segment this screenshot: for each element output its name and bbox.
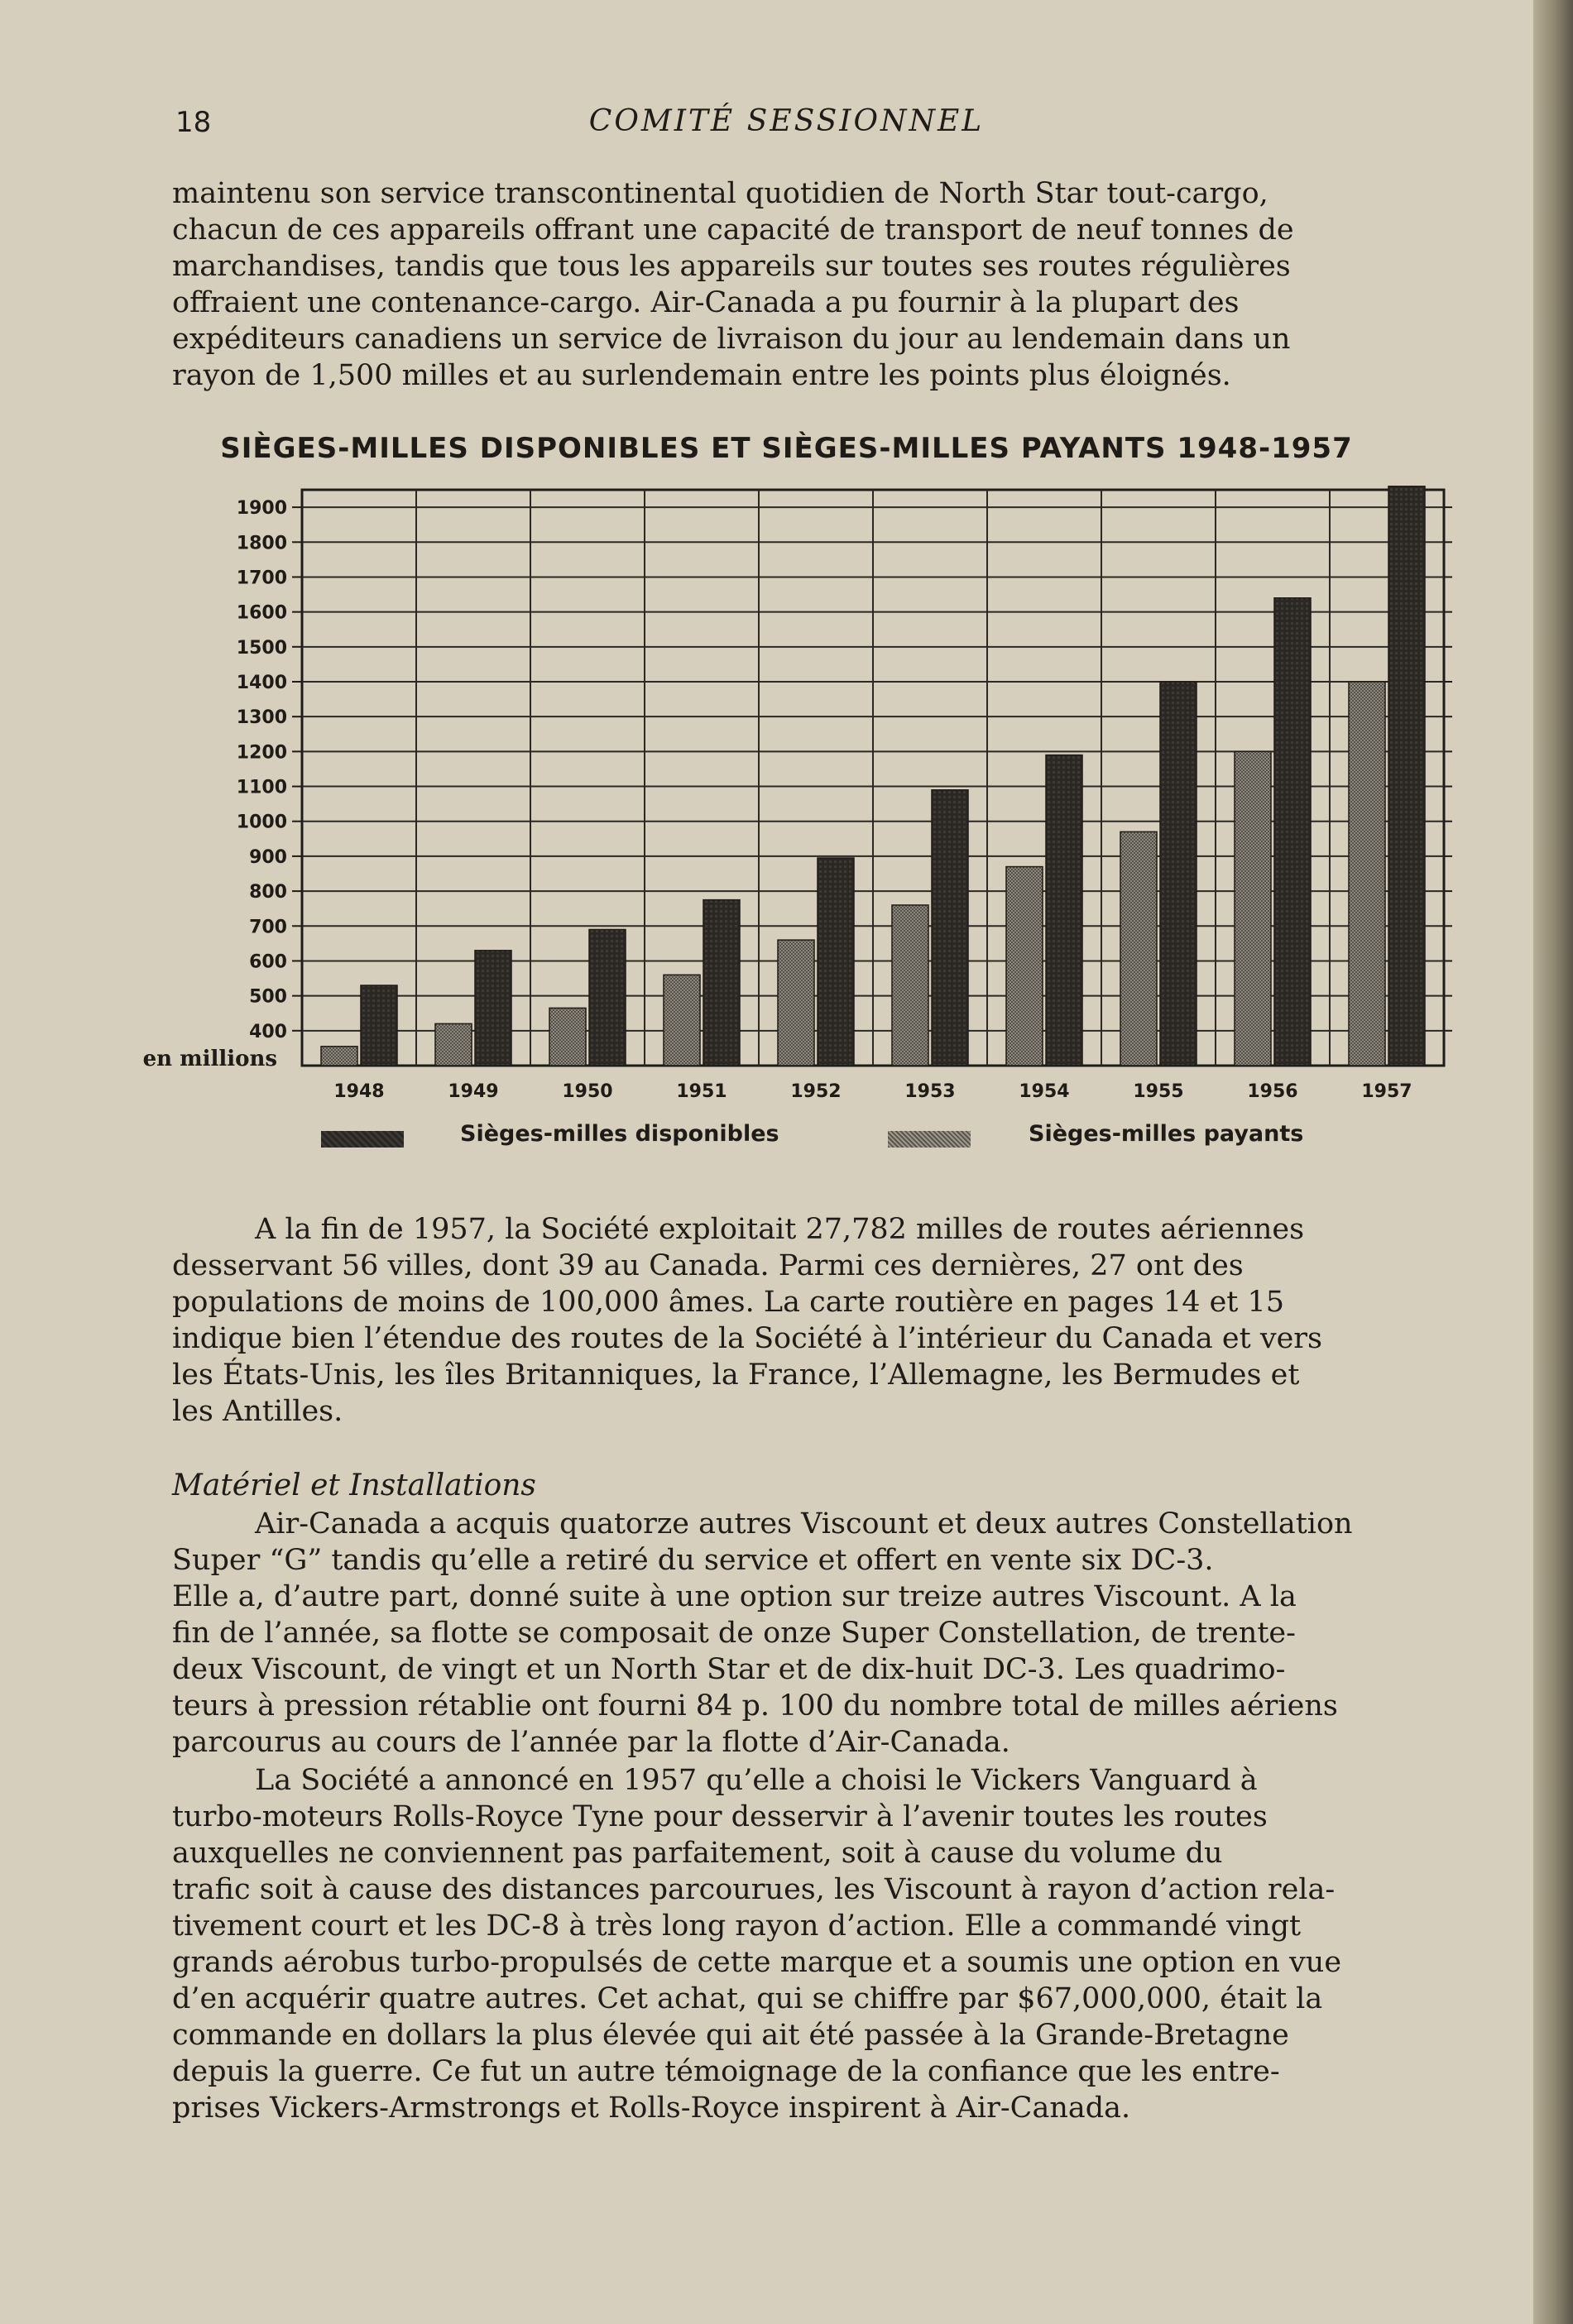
paragraph-routes: A la fin de 1957, la Société exploitait 27,782 milles de routes aériennes desservant 56 villes, dont 39 au Canada. Parmi ces dernières, 27 ont des populations de moins de 100,000 âmes. La carte routière en pages 14 et 15 indique bien l’étendue des routes de la Société à l’intérieur du Canada et vers les États-Unis, les îles Britanniques, la France, l’Allemagne, les Bermudes et les Antilles. bbox=[172, 1213, 1323, 1428]
bar-disponibles bbox=[589, 929, 626, 1066]
bar-disponibles bbox=[361, 985, 397, 1066]
y-tick-label: 1900 bbox=[236, 498, 287, 520]
bar-disponibles bbox=[475, 951, 511, 1066]
chart-grid bbox=[302, 490, 1444, 1066]
bar-payants bbox=[1235, 751, 1271, 1066]
x-tick-label: 1956 bbox=[1247, 1081, 1298, 1102]
paragraph-vanguard: La Société a annoncé en 1957 qu’elle a choisi le Vickers Vanguard à turbo-moteurs Rolls-Royce Tyne pour desservir à l’avenir toutes les routes auxquelles ne conviennent pas parfaitement, soit à cause du volume du trafic soit à cause des distances parcourues, les Viscount à rayon d’action rela- tivement court et les DC-8 à très long rayon d’action. Elle a commandé vingt grands aérobus turbo-propulsés de cette marque et a soumis une option en vue d’en acquérir quatre autres. Cet achat, qui se chiffre par $67,000,000, était la commande en dollars la plus élevée qui ait été passée à la Grande-Bretagne depuis la guerre. Ce fut un autre témoignage de la confiance que les entre- prises Vickers-Armstrongs et Rolls-Royce inspirent à Air-Canada. bbox=[172, 1764, 1342, 2125]
y-tick-label: 1700 bbox=[236, 568, 287, 589]
paragraph-fleet: Air-Canada a acquis quatorze autres Viscount et deux autres Constellation Super “G” tandis qu’elle a retiré du service et offert en vente six DC-3. Elle a, d’autre part, donné suite à une option sur treize autres Viscount. A la fin de l’année, sa flotte se composait de onze Super Constellation, de trente- deux Viscount, de vingt et un North Star et de dix-huit DC-3. Les quadrimo- teurs à pression rétablie ont fourni 84 p. 100 du nombre total de milles aériens parcourus au cours de l’année par la flotte d’Air-Canada. bbox=[172, 1507, 1353, 1759]
bar-payants bbox=[435, 1023, 472, 1066]
bar-disponibles bbox=[932, 790, 968, 1066]
section-heading: Matériel et Installations bbox=[172, 1469, 536, 1502]
bar-disponibles bbox=[1046, 755, 1082, 1066]
bar-chart bbox=[0, 463, 1573, 1117]
bar-payants bbox=[778, 940, 814, 1066]
bar-payants bbox=[1006, 867, 1043, 1066]
y-tick-label: 1400 bbox=[236, 673, 287, 693]
legend-swatch-payants bbox=[888, 1131, 971, 1148]
chart-title: SIÈGES-MILLES DISPONIBLES ET SIÈGES-MILLES PAYANTS 1948-1957 bbox=[220, 432, 1353, 465]
y-tick-label: 1000 bbox=[236, 812, 287, 833]
y-tick-label: 700 bbox=[249, 917, 287, 938]
x-tick-label: 1948 bbox=[333, 1081, 385, 1102]
y-tick-label: 1600 bbox=[236, 602, 287, 624]
x-tick-label: 1952 bbox=[790, 1081, 842, 1102]
running-title: COMITÉ SESSIONNEL bbox=[588, 104, 985, 138]
y-tick-label: 900 bbox=[249, 846, 287, 868]
y-tick-label: 1300 bbox=[236, 707, 287, 729]
bar-disponibles bbox=[1274, 598, 1311, 1066]
y-tick-label: 500 bbox=[249, 986, 287, 1008]
bar-payants bbox=[1349, 682, 1385, 1066]
y-tick-label: 800 bbox=[249, 882, 287, 903]
legend-label-disponibles: Sièges-milles disponibles bbox=[460, 1121, 779, 1147]
legend-label-payants: Sièges-milles payants bbox=[1029, 1121, 1304, 1147]
legend-swatch-disponibles bbox=[321, 1131, 404, 1148]
y-tick-label: 600 bbox=[249, 951, 287, 973]
bar-disponibles bbox=[818, 858, 854, 1066]
y-axis-label: en millions bbox=[142, 1047, 277, 1071]
x-tick-label: 1953 bbox=[904, 1081, 956, 1102]
x-tick-label: 1955 bbox=[1133, 1081, 1184, 1102]
bar-payants bbox=[321, 1047, 357, 1066]
bar-payants bbox=[1120, 831, 1157, 1066]
chart-legend bbox=[321, 1121, 1397, 1154]
x-tick-label: 1951 bbox=[676, 1081, 727, 1102]
bar-payants bbox=[892, 905, 928, 1066]
bar-payants bbox=[549, 1008, 586, 1066]
bar-disponibles bbox=[1388, 486, 1425, 1066]
page-number: 18 bbox=[175, 106, 212, 139]
x-tick-label: 1954 bbox=[1019, 1081, 1070, 1102]
bar-payants bbox=[664, 975, 700, 1066]
paragraph-cargo-service: maintenu son service transcontinental quotidien de North Star tout-cargo, chacun de ces appareils offrant une capacité de transport de neuf tonnes de marchandises, tandis que tous les appareils sur toutes ses routes régulières offraient une contenance-cargo. Air-Canada a pu fournir à la plupart des expéditeurs canadiens un service de livraison du jour au lendemain dans un rayon de 1,500 milles et au surlendemain entre les points plus éloignés. bbox=[172, 177, 1294, 392]
x-tick-label: 1957 bbox=[1361, 1081, 1412, 1102]
x-tick-label: 1950 bbox=[562, 1081, 613, 1102]
y-tick-label: 1500 bbox=[236, 637, 287, 659]
bar-disponibles bbox=[1160, 682, 1197, 1066]
page-edge-shadow bbox=[1533, 0, 1573, 2324]
y-tick-label: 1800 bbox=[236, 533, 287, 554]
y-tick-label: 400 bbox=[249, 1021, 287, 1042]
y-tick-label: 1100 bbox=[236, 777, 287, 798]
y-tick-label: 1200 bbox=[236, 742, 287, 764]
bar-disponibles bbox=[703, 900, 740, 1066]
x-tick-label: 1949 bbox=[448, 1081, 499, 1102]
